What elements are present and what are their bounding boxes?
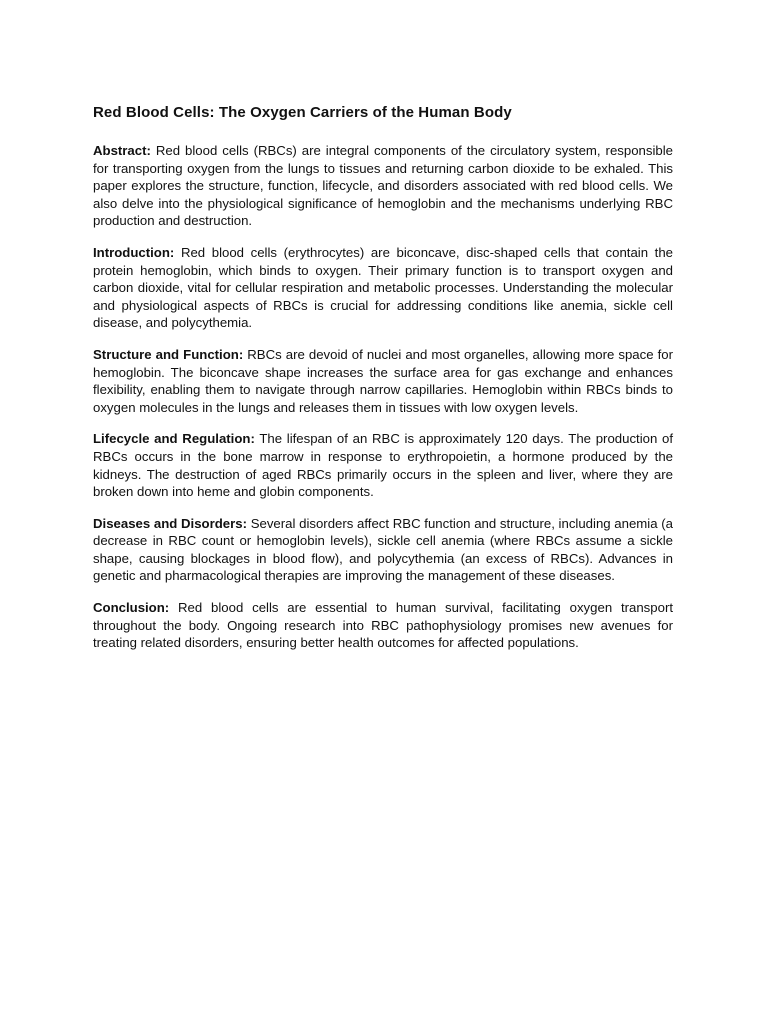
section-diseases-and-disorders — [93, 515, 673, 585]
section-heading: Introduction: — [93, 244, 175, 260]
section-heading: Abstract: — [93, 143, 151, 158]
section-text: Red blood cells are essential to human survival, facilitating oxygen transport throughout the body. Ongoing research into RBC pathophysiology promises new avenues for treating related disorders, ensuring better health outcomes for affected populations. — [93, 600, 674, 651]
section-introduction — [93, 244, 673, 332]
section-heading: Structure and Function: — [93, 346, 244, 362]
section-text: Red blood cells (RBCs) are integral components of the circulatory system, responsible for transporting oxygen from the lungs to tissues and returning carbon dioxide to be exhaled. This paper explores the structure, function, lifecycle, and disorders associated with red blood cells. We also delve into the physiological significance of hemoglobin and the mechanisms underlying RBC production and destruction. — [93, 143, 673, 229]
section-text: The lifespan of an RBC is approximately 120 days. The production of RBCs occurs in the bone marrow in response to erythropoietin, a hormone produced by the kidneys. The destruction of aged RBCs primarily occurs in the spleen and liver, where they are broken down into heme and globin components. — [93, 431, 674, 500]
section-structure-and-function — [93, 346, 673, 416]
section-text: Red blood cells (erythrocytes) are biconcave, disc-shaped cells that contain the protein hemoglobin, which binds to oxygen. Their primary function is to transport oxygen and carbon dioxide, vital for cellular respiration and metabolic processes. Understanding the molecular and physiological aspects of RBCs is crucial for addressing conditions like anemia, sickle cell disease, and polycythemia. — [93, 244, 673, 331]
section-text: RBCs are devoid of nuclei and most organelles, allowing more space for hemoglobin. The biconcave shape increases the surface area for gas exchange and enhances flexibility, enabling them to navigate through narrow capillaries. Hemoglobin within RBCs binds to oxygen molecules in the lungs and releases them in tissues with low oxygen levels. — [93, 346, 673, 415]
document-title: Red Blood Cells: The Oxygen Carriers of the Human Body — [93, 104, 512, 121]
section-heading: Lifecycle and Regulation: — [93, 431, 255, 447]
section-heading: Diseases and Disorders: — [93, 515, 247, 531]
section-lifecycle-and-regulation — [93, 430, 673, 500]
section-abstract — [93, 142, 673, 230]
section-text: Several disorders affect RBC function and structure, including anemia (a decrease in RBC count or hemoglobin levels), sickle cell anemia (where RBCs assume a sickle shape, causing blockages in blood flow), and polycythemia (an excess of RBCs). Advances in genetic and pharmacological therapies are improving the management of these diseases. — [93, 515, 673, 584]
section-heading: Conclusion: — [93, 600, 170, 616]
section-conclusion — [93, 599, 673, 652]
document-page — [93, 102, 673, 666]
